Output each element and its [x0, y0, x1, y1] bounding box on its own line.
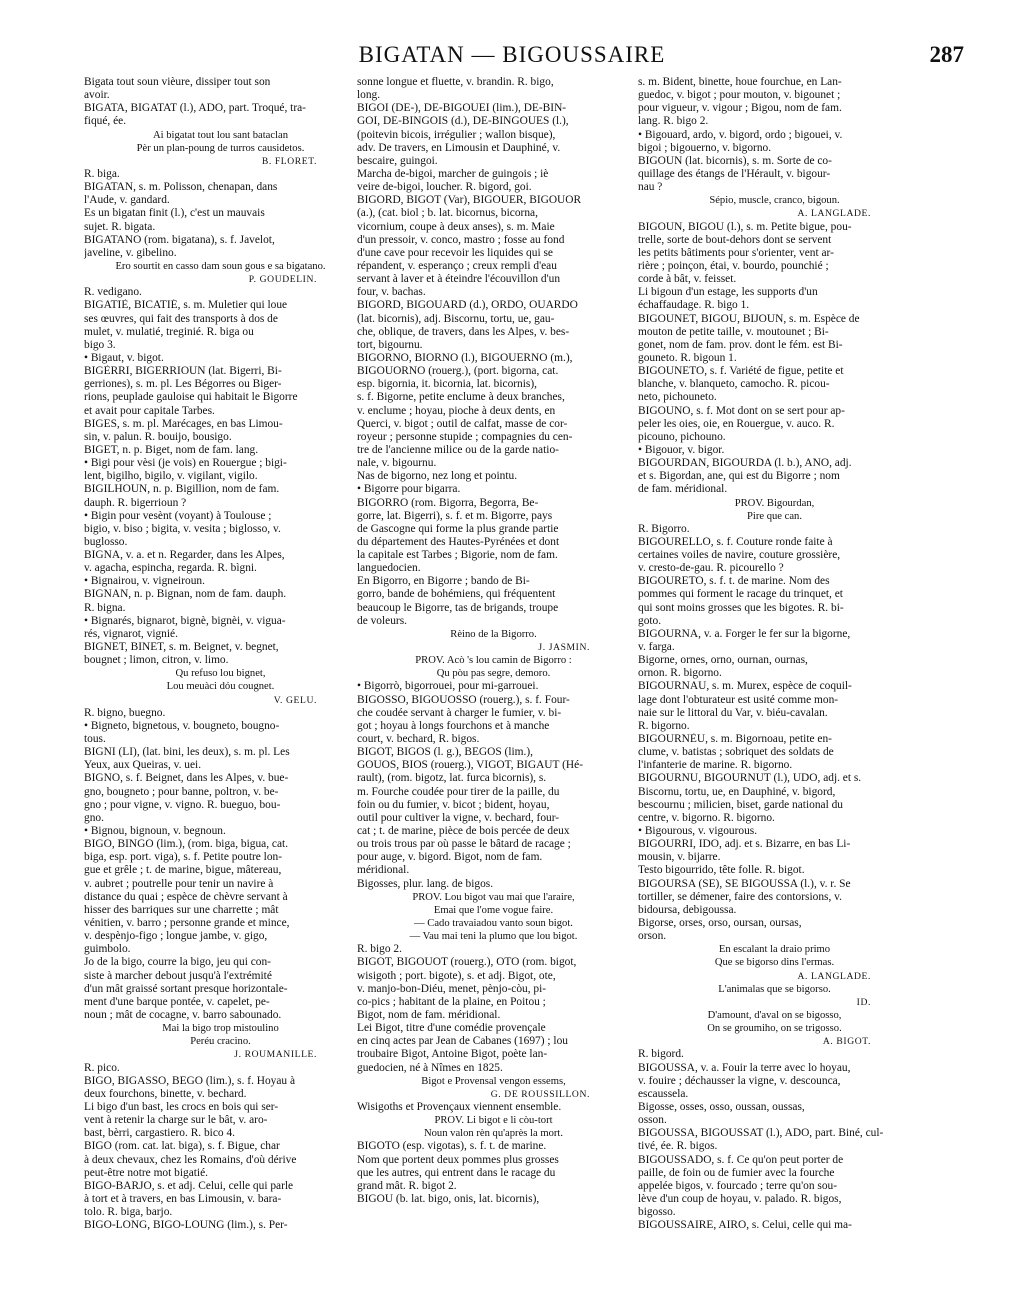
entry-line: Nom que portent deux pommes plus grosses: [357, 1153, 559, 1166]
entry-line: Testo bigourrido, tête folle. R. bigot.: [638, 864, 805, 877]
entry-line: foin ou du fumier, v. bicot ; bident, hoyau,: [357, 798, 550, 811]
quote-line: — Vau mai teni la plumo que lou bigot.: [409, 931, 578, 943]
entry-line: GOUOS, BIOS (rouerg.), VIGOT, BIGAUT (Hé-: [357, 759, 583, 772]
page-title: BIGATAN — BIGOUSSAIRE: [358, 42, 666, 67]
entry-line: Bigosses, plur. lang. de bigos.: [357, 877, 494, 890]
entry-line: BIGOT, BIGOS (l. g.), BEGOS (lim.),: [357, 746, 534, 759]
entry-line: BIGOTO (esp. vigotas), s. f. t. de marine.: [357, 1140, 547, 1153]
entry-line: sin, v. palun. R. bouijo, bousigo.: [84, 430, 232, 443]
entry-line: fiqué, ée.: [84, 115, 127, 128]
entry-line: blanche, v. blanqueto, camocho. R. picou-: [638, 378, 830, 391]
entry-line: R. vedigano.: [84, 286, 142, 299]
entry-line: languedocien.: [357, 562, 421, 575]
entry-line: escaussela.: [638, 1087, 689, 1100]
entry-line: BIGOURNAU, s. m. Murex, espèce de coquil-: [638, 680, 852, 693]
entry-line: R. bigorno.: [638, 719, 690, 732]
entry-line: R. Bigorro.: [638, 522, 690, 535]
entry-line: che, oblique, de travers, dans les Alpes, v. bes-: [357, 325, 570, 338]
entry-line: beaucoup le Bigorre, tas de brigands, troupe: [357, 601, 559, 614]
entry-line: que les autres, qui entrent dans le racage du: [357, 1166, 556, 1179]
entry-line: • Bigouard, ardo, v. bigord, ordo ; bigouei, v.: [638, 128, 843, 141]
entry-line: bast, bèrri, cargastiero. R. bico 4.: [84, 1127, 235, 1140]
entry-line: BIGOURNA, v. a. Forger le fer sur la bigorne,: [638, 627, 851, 640]
entry-line: certaines voiles de navire, couture grossière,: [638, 549, 841, 562]
entry-line: • Bignarés, bignarot, bignè, bignèi, v. vigua-: [84, 614, 286, 627]
entry-line: BIGOT, BIGOUOT (rouerg.), OTO (rom. bigot,: [357, 956, 577, 969]
entry-line: tous.: [84, 733, 106, 746]
entry-line: BIGNI (LI), (lat. bini, les deux), s. m. pl. Les: [84, 746, 290, 759]
entry-line: v. agacha, espincha, regarda. R. bìgni.: [84, 562, 257, 575]
entry-line: v. enclume ; hoyau, pioche à deux dents, en: [357, 404, 556, 417]
entry-line: R. bigna.: [84, 601, 126, 614]
quote-line: PROV. Acò 's lou camin de Bigorro :: [415, 655, 572, 667]
quote-attribution: G. DE ROUSSILLON.: [490, 1088, 590, 1100]
entry-line: les petits bâtiments pour s'orienter, vent ar-: [638, 246, 834, 259]
entry-line: • Bigin pour vesènt (voyant) à Toulouse ;: [84, 509, 272, 522]
entry-line: BIGOUSSA, v. a. Fouir la terre avec lo hoyau,: [638, 1061, 851, 1074]
entry-line: BIGORD, BIGOUARD (d.), ORDO, OUARDO: [357, 299, 578, 312]
quote-line: PROV. Li bigot e li còu-tort: [434, 1115, 553, 1127]
entry-line: BIGO-LONG, BIGO-LOUNG (lim.), s. Per-: [84, 1219, 288, 1232]
quote-line: Pèr un plan-poung de turros causidetos.: [136, 142, 305, 154]
entry-line: Bigorne, ornes, orno, ournan, ournas,: [638, 654, 808, 667]
entry-line: ou trois trous par où passe le bâtard de racage ;: [357, 838, 571, 851]
entry-line: centre, v. bigorno. R. bigorno.: [638, 811, 775, 824]
entry-line: R. bigord.: [638, 1048, 684, 1061]
entry-line: trelle, sorte de bout-dehors dont se servent: [638, 233, 832, 246]
entry-line: vicornium, coupe à deux anses), s. m. Maie: [357, 220, 555, 233]
entry-line: bescournu ; milicien, biset, garde national du: [638, 798, 843, 811]
entry-line: la capitale est Tarbes ; Bigorie, nom de fam.: [357, 549, 558, 562]
entry-line: naie sur le littoral du Var, v. biéu-cavalan.: [638, 706, 828, 719]
entry-line: répandent, v. esperanço ; creux rempli d'eau: [357, 259, 557, 272]
entry-line: wisigoth ; port. bigote), s. et adj. Bigot, ote,: [357, 969, 556, 982]
entry-line: Wisigoths et Provençaux viennent ensemble.: [357, 1100, 562, 1113]
entry-line: BIGES, s. m. pl. Marécages, en bas Limou-: [84, 417, 283, 430]
entry-line: • Bignairou, v. vigneiroun.: [84, 575, 205, 588]
entry-line: pour auge, v. bigord. Bigot, nom de fam.: [357, 851, 543, 864]
entry-line: s. f. Bigorne, petite enclume à deux branches,: [357, 391, 565, 404]
entry-line: noun ; mât de cocagne, v. barro sabounado.: [84, 1008, 282, 1021]
quote-line: Peréu cracino.: [190, 1036, 251, 1048]
entry-line: lève d'un coup de hoyau, v. palado. R. bigos,: [638, 1192, 842, 1205]
entry-line: pommes qui forment le racage du trinquet, et: [638, 588, 843, 601]
entry-line: hisser des barriques sur une charrette ; mât: [84, 903, 279, 916]
entry-line: BIGATA, BIGATAT (l.), ADO, part. Troqué, tra-: [84, 102, 306, 115]
entry-line: • Bigaut, v. bigot.: [84, 351, 164, 364]
entry-line: peut-être notre mot bigatié.: [84, 1166, 208, 1179]
entry-line: (poitevin bicois, irrégulier ; wallon bisque),: [357, 128, 556, 141]
entry-line: BIGOURSA (SE), SE BIGOUSSA (l.), v. r. Se: [638, 877, 851, 890]
entry-line: BIGOUNO, s. f. Mot dont on se sert pour ap-: [638, 404, 845, 417]
entry-line: de Gascogne qui forme la plus grande partie: [357, 522, 559, 535]
entry-line: méridional.: [357, 864, 410, 877]
quote-line: Bigot e Provensal vengon essems,: [421, 1075, 566, 1087]
entry-line: ment d'une barque pontée, v. capelet, pe-: [84, 995, 270, 1008]
entry-line: dauph. R. bigerrioun ?: [84, 496, 187, 509]
entry-line: bigoi ; bigouerno, v. bigorno.: [638, 141, 772, 154]
entry-line: buglosso.: [84, 535, 128, 548]
entry-line: BIGOURELLO, s. f. Couture ronde faite à: [638, 535, 833, 548]
entry-line: gerriones), s. m. pl. Les Bégorres ou Biger-: [84, 378, 282, 391]
entry-line: BIGORNO, BIORNO (l.), BIGOUERNO (m.),: [357, 351, 573, 364]
entry-line: clume, v. batistas ; sobriquet des soldats de: [638, 746, 834, 759]
entry-line: qui sont moins grosses que les bigotes. R. bi-: [638, 601, 844, 614]
quote-line: D'amount, d'aval on se bigosso,: [707, 1009, 842, 1021]
entry-line: gonet, nom de fam. prov. dont le fém. est Bi-: [638, 338, 843, 351]
entry-line: rault), (rom. bigotz, lat. furca bicornis), s.: [357, 772, 547, 785]
entry-line: deux fourchons, binette, v. bechard.: [84, 1087, 247, 1100]
quote-attribution: ID.: [856, 996, 871, 1008]
page-header: [0, 42, 1024, 76]
entry-line: Bigosse, osses, osso, oussan, oussas,: [638, 1100, 805, 1113]
entry-line: vénitien, v. barro ; personne grande et mince,: [84, 917, 290, 929]
entry-line: gorre, lat. Bigerri), s. f. et m. Bigorre, pays: [357, 509, 553, 522]
quote-line: Pire que can.: [746, 510, 802, 522]
entry-line: rions, peuplade gauloise qui habitait le Bigorre: [84, 391, 298, 404]
entry-line: m. Fourche coudée pour tirer de la paille, du: [357, 785, 560, 798]
quote-line: PROV. Bigourdan,: [734, 497, 815, 509]
quote-line: En escalant la draio primo: [718, 944, 831, 956]
entry-line: BIGOUORNO (rouerg.), (port. bigorna, cat.: [357, 365, 559, 378]
quote-line: Que se bigorso dins l'ermas.: [714, 957, 835, 969]
entry-line: BIGATANO (rom. bigatana), s. f. Javelot,: [84, 233, 275, 246]
entry-line: nale, v. bigournu.: [357, 457, 437, 470]
entry-line: sonne longue et fluette, v. brandin. R. bigo,: [357, 76, 554, 88]
entry-line: BIGOUNETO, s. f. Variété de figue, petite et: [638, 365, 844, 378]
entry-line: quillage des étangs de l'Hérault, v. bigour-: [638, 167, 831, 180]
entry-line: picouno, pichouno.: [638, 430, 726, 443]
entry-line: R. bigo 2.: [357, 943, 402, 956]
entry-line: BIGOUN (lat. bicornis), s. m. Sorte de co-: [638, 154, 832, 167]
entry-line: Li bigo d'un bast, les crocs en bois qui ser-: [84, 1100, 279, 1113]
entry-line: cat ; t. de marine, pièce de bois percée de deux: [357, 825, 570, 838]
quote-line: Ero sourtit en casso dam soun gous e sa bigatano.: [115, 260, 326, 272]
entry-line: Jo de la bigo, courre la bigo, jeu qui con-: [84, 956, 271, 969]
entry-line: vent à retenir la charge sur le bât, v. aro-: [84, 1114, 268, 1127]
quote-line: On se groumiho, on se trigosso.: [707, 1023, 842, 1035]
entry-line: sujet. R. bigata.: [84, 220, 156, 233]
entry-line: et s. Bigordan, ane, qui est du Bigorre ; nom: [638, 470, 840, 483]
entry-line: d'une cave pour recevoir les liquides qui se: [357, 246, 553, 259]
entry-line: BIGOURNÈU, s. m. Bigornoau, petite en-: [638, 733, 832, 746]
entry-line: peler les oies, oie, en Rouergue, v. auco. R.: [638, 417, 835, 430]
entry-line: BIGO-BARJO, s. et adj. Celui, celle qui parle: [84, 1179, 294, 1192]
entry-line: appelée bigos, v. fourcado ; terre qu'on sou-: [638, 1179, 838, 1192]
entry-line: BIGOUNET, BIGOU, BIJOUN, s. m. Espèce de: [638, 312, 860, 325]
entry-line: Es un bigatan finit (l.), c'est un mauvais: [84, 207, 265, 220]
entry-line: BIGOURRI, IDO, adj. et s. Bizarre, en bas Li-: [638, 838, 851, 851]
entry-line: neto, pichouneto.: [638, 391, 717, 404]
quote-line: Sépio, muscle, cranco, bigoun.: [709, 195, 840, 207]
quote-line: — Cado travaiadou vanto soun bigot.: [414, 918, 573, 929]
quote-attribution: B. FLORET.: [261, 155, 317, 167]
quote-line: Lou meuàci dóu cougnet.: [166, 681, 275, 693]
entry-line: gno ; pour vigne, v. vigno. R. bueguo, bou-: [84, 798, 281, 811]
entry-line: four, v. bachas.: [357, 286, 426, 299]
entry-line: royeur ; personne stupide ; compagnies du cen-: [357, 430, 573, 443]
entry-line: En Bigorro, en Bigorre ; bando de Bi-: [357, 575, 530, 588]
entry-line: bigo 3.: [84, 338, 116, 351]
entry-line: • Bignou, bignoun, v. begnoun.: [84, 825, 226, 838]
entry-line: BIGO, BIGASSO, BEGO (lim.), s. f. Hoyau à: [84, 1074, 296, 1087]
entry-line: BIGNO, s. f. Beignet, dans les Alpes, v. bue-: [84, 772, 289, 785]
entry-line: gouneto. R. bigoun 1.: [638, 351, 737, 364]
entry-line: BIGOU (b. lat. bigo, onis, lat. bicornis),: [357, 1192, 540, 1205]
entry-line: corde à bât, v. feisset.: [638, 273, 737, 286]
entry-line: BIGORRO (rom. Bigorra, Begorra, Be-: [357, 496, 539, 509]
entry-line: veire de-bigoi, loucher. R. bigord, goi.: [357, 181, 532, 194]
entry-line: BIGOUSSA, BIGOUSSAT (l.), ADO, part. Biné, cul-: [638, 1127, 884, 1140]
entry-line: BIGOUSSADO, s. f. Ce qu'on peut porter de: [638, 1153, 844, 1166]
entry-line: avoir.: [84, 89, 110, 102]
entry-line: BIGO (rom. cat. lat. biga), s. f. Bigue, char: [84, 1140, 280, 1153]
entry-line: goto.: [638, 614, 662, 627]
entry-line: javeline, v. gibelino.: [84, 246, 177, 259]
entry-line: BIGOUN, BIGOU (l.), s. m. Petite bigue, pou-: [638, 220, 852, 233]
text-column-middle: [357, 76, 630, 1206]
entry-line: BIGORD, BIGOT (Var), BIGOUER, BIGOUOR: [357, 194, 582, 207]
entry-line: BIGOURETO, s. f. t. de marine. Nom des: [638, 575, 830, 588]
entry-line: bigosso.: [638, 1206, 676, 1219]
entry-line: long.: [357, 89, 381, 102]
entry-line: v. cresto-de-gau. R. picourello ?: [638, 562, 784, 575]
entry-line: BIGOURNU, BIGOURNUT (l.), UDO, adj. et s.: [638, 772, 862, 785]
entry-line: BIGOI (DE-), DE-BIGOUEI (lim.), DE-BIN-: [357, 102, 567, 115]
entry-line: BIGOSSO, BIGOUOSSO (rouerg.), s. f. Four-: [357, 693, 570, 706]
quote-attribution: A. LANGLADE.: [797, 970, 871, 982]
entry-line: BIGOUSSAIRE, AIRO, s. Celui, celle qui ma-: [638, 1219, 852, 1232]
text-column-left: [84, 76, 357, 1232]
quote-attribution: A. BIGOT.: [822, 1036, 871, 1048]
entry-line: d'un pressoir, v. conco, mastro ; fosse au fond: [357, 233, 565, 246]
entry-line: lage dont l'obturateur est usité comme mon-: [638, 693, 839, 706]
entry-line: v. manjo-bon-Diéu, menet, pènjo-còu, pi-: [357, 982, 547, 995]
quote-line: L'animalas que se bigorso.: [718, 983, 831, 995]
entry-line: lent, bigilho, bigilo, v. vigilant, vigilo.: [84, 470, 258, 483]
entry-line: court, v. bechard, R. bigos.: [357, 733, 480, 746]
entry-line: BIGOURDAN, BIGOURDA (l. b.), ANO, adj.: [638, 457, 852, 470]
entry-line: • Bigneto, bignetous, v. bougneto, bougno-: [84, 719, 280, 732]
entry-line: ornon. R. bigorno.: [638, 667, 722, 680]
entry-line: biga, esp. port. viga), s. f. Petite poutre lon-: [84, 851, 283, 864]
entry-line: mousin, v. bijarre.: [638, 851, 721, 864]
quote-attribution: V. GELU.: [273, 694, 317, 706]
entry-line: de voleurs.: [357, 614, 407, 627]
entry-line: BIGÈRRI, BIGERRIOUN (lat. Bigerri, Bi-: [84, 365, 282, 378]
entry-line: Li bigoun d'un estage, les supports d'un: [638, 286, 818, 299]
entry-line: lang. R. bigo 2.: [638, 115, 709, 128]
entry-line: gno, bougneto ; pour banne, poltron, v. be-: [84, 785, 279, 798]
text-column-right: [638, 76, 911, 1232]
entry-line: bigio, v. biso ; bigita, v. vesita ; biglosso, v.: [84, 522, 281, 535]
entry-line: • Bigourous, v. vigourous.: [638, 825, 758, 838]
quote-line: Emai que l'ome vogue faire.: [433, 904, 554, 916]
quote-attribution: A. LANGLADE.: [797, 208, 871, 220]
entry-line: Querci, v. bigot ; outil de calfat, masse de cor-: [357, 417, 568, 430]
entry-line: guedoc, v. bigot ; pour mouton, v. bigounet ;: [638, 89, 841, 102]
entry-line: paille, de foin ou de fumier avec la fourche: [638, 1166, 835, 1179]
entry-line: BIGO, BINGO (lim.), (rom. biga, bigua, cat.: [84, 838, 289, 851]
entry-line: siste à marcher debout jusqu'à l'extrémité: [84, 969, 272, 982]
entry-line: GOI, DE-BINGOIS (d.), DE-BINGOUES (l.),: [357, 115, 569, 128]
entry-line: tolo. R. biga, barjo.: [84, 1206, 173, 1219]
entry-line: distance du quai ; espèce de chèvre servant à: [84, 890, 288, 903]
entry-line: du département des Hautes-Pyrénées et dont: [357, 535, 560, 548]
quote-line: Rèino de la Bigorro.: [450, 628, 537, 640]
entry-line: R. pico.: [84, 1061, 120, 1074]
entry-line: gorro, bande de bohémiens, qui fréquentent: [357, 588, 556, 601]
entry-line: • Bigouor, v. bigor.: [638, 443, 725, 456]
entry-line: R. biga.: [84, 167, 120, 180]
entry-line: v. farga.: [638, 641, 675, 654]
entry-line: BIGNAN, n. p. Bignan, nom de fam. dauph.: [84, 588, 287, 601]
entry-line: v. aubret ; poutrelle pour tenir un navire à: [84, 877, 274, 890]
entry-line: R. bigno, buegno.: [84, 706, 166, 719]
entry-line: tre de l'ancienne milice ou de la garde natio-: [357, 443, 559, 456]
entry-line: che coudée servant à charger le fumier, v. bi-: [357, 706, 562, 719]
entry-line: mulet, v. mulatié, treginié. R. biga ou: [84, 325, 254, 338]
entry-line: tortiller, se démener, faire des contorsions, v.: [638, 890, 842, 903]
entry-line: grand mât. R. bigot 2.: [357, 1179, 457, 1192]
entry-line: l'infanterie de marine. R. bigorno.: [638, 759, 793, 772]
entry-line: v. fouire ; déchausser la vigne, v. descounca,: [638, 1074, 841, 1087]
entry-line: • Bigorrò, bigorrouei, pour mi-garrouei.: [357, 680, 539, 693]
entry-line: Yeux, aux Queiras, v. uei.: [84, 759, 202, 772]
entry-line: bougnet ; limon, citron, v. limo.: [84, 654, 229, 667]
entry-line: tivé, ée. R. bigos.: [638, 1140, 718, 1153]
entry-line: guedocien, né à Nîmes en 1825.: [357, 1061, 503, 1074]
page-number: 287: [929, 42, 964, 67]
entry-line: outil pour cultiver la vigne, v. bechard, four-: [357, 811, 560, 824]
entry-line: BIGNA, v. a. et n. Regarder, dans les Alpes,: [84, 549, 285, 562]
entry-line: co-pics ; habitant de la plaine, en Poitou ;: [357, 995, 546, 1008]
entry-line: bidoursa, debigoussa.: [638, 903, 737, 916]
entry-line: BIGNET, BINET, s. m. Beignet, v. begnet,: [84, 641, 279, 654]
entry-line: Marcha de-bigoi, marcher de guingois ; iè: [357, 167, 549, 180]
entry-line: Bigorse, orses, orso, oursan, oursas,: [638, 917, 802, 929]
entry-line: rés, vignarot, vignié.: [84, 627, 178, 640]
entry-line: servant à laver et à éteindre l'écouvillon d'un: [357, 273, 561, 286]
entry-line: v. despènjo-figo ; longue jambe, v. gigo,: [84, 930, 268, 943]
quote-line: Qu pòu pas segre, demoro.: [436, 668, 551, 680]
entry-line: orson.: [638, 930, 667, 943]
entry-line: l'Aude, v. gandard.: [84, 194, 170, 207]
entry-line: Nas de bigorno, nez long et pointu.: [357, 470, 518, 483]
entry-line: Bigata tout soun vièure, dissiper tout son: [84, 76, 271, 88]
entry-line: • Bigi pour vèsi (je vois) en Rouergue ; bigi-: [84, 457, 287, 470]
entry-line: troubaire Bigot, Antoine Bigot, poète lan-: [357, 1048, 548, 1061]
entry-line: de fam. méridional.: [638, 483, 728, 496]
entry-line: adv. De travers, en Limousin et Dauphiné, v.: [357, 141, 561, 154]
entry-line: d'un mât graissé sortant presque horizontale-: [84, 982, 288, 995]
entry-line: bescaire, guingoi.: [357, 154, 438, 167]
entry-line: s. m. Bident, binette, houe fourchue, en Lan-: [638, 76, 842, 88]
quote-line: Qu refuso lou bignet,: [175, 668, 266, 680]
quote-attribution: J. JASMIN.: [538, 642, 590, 654]
entry-line: nau ?: [638, 181, 663, 194]
entry-line: esp. bigornia, it. bicornia, lat. bicornis),: [357, 378, 537, 391]
entry-line: à deux chevaux, chez les Romains, d'où dérive: [84, 1153, 297, 1166]
entry-line: Lei Bigot, titre d'une comédie provençale: [357, 1022, 546, 1035]
quote-attribution: J. ROUMANILLE.: [234, 1049, 317, 1061]
entry-line: (a.), (cat. biol ; b. lat. bicornus, bicorna,: [357, 207, 538, 220]
entry-line: rière ; poinçon, étai, v. bourdo, pounchié ;: [638, 259, 829, 272]
entry-line: (lat. bicornis), adj. Biscornu, tortu, ue, gau-: [357, 312, 555, 325]
entry-line: pour vigueur, v. vigour ; Bigou, nom de fam.: [638, 102, 842, 115]
entry-line: en cinq actes par Jean de Cabanes (1697) ; lou: [357, 1035, 568, 1048]
entry-line: got ; hoyau à longs fourchons et à manche: [357, 719, 550, 732]
entry-line: BIGET, n. p. Biget, nom de fam. lang.: [84, 443, 259, 456]
entry-line: BIGATIÈ, BICATIÉ, s. m. Muletier qui loue: [84, 299, 288, 312]
entry-line: BIGILHOUN, n. p. Bigillion, nom de fam.: [84, 483, 280, 496]
quote-line: Ai bigatat tout lou sant bataclan: [152, 129, 289, 141]
entry-line: tort, bigournu.: [357, 338, 423, 351]
entry-line: gno.: [84, 811, 104, 824]
entry-line: • Bigorre pour bigarra.: [357, 483, 461, 496]
entry-line: guimbolo.: [84, 943, 131, 956]
entry-line: mouton de petite taille, v. moutounet ; Bi-: [638, 325, 829, 338]
quote-line: Mai la bigo trop mistoulino: [162, 1023, 279, 1035]
quote-attribution: P. GOUDELIN.: [248, 274, 317, 286]
entry-line: osson.: [638, 1114, 667, 1127]
quote-line: PROV. Lou bigot vau mai que l'araire,: [412, 891, 575, 903]
entry-line: Biscornu, tortu, ue, en Dauphiné, v. bigord,: [638, 785, 836, 798]
entry-line: gue et grêle ; t. de marine, bigue, mâtereau,: [84, 864, 282, 877]
entry-line: ses œuvres, qui fait des transports à dos de: [84, 312, 278, 325]
entry-line: à tort et à travers, en bas Limousin, v. bara-: [84, 1192, 282, 1205]
entry-line: et avait pour capitale Tarbes.: [84, 404, 215, 417]
quote-line: Noun valon rèn qu'après la mort.: [423, 1128, 563, 1140]
entry-line: Bigot, nom de fam. méridional.: [357, 1008, 501, 1021]
entry-line: échaffaudage. R. bigo 1.: [638, 299, 750, 312]
entry-line: BIGATAN, s. m. Polisson, chenapan, dans: [84, 181, 278, 194]
